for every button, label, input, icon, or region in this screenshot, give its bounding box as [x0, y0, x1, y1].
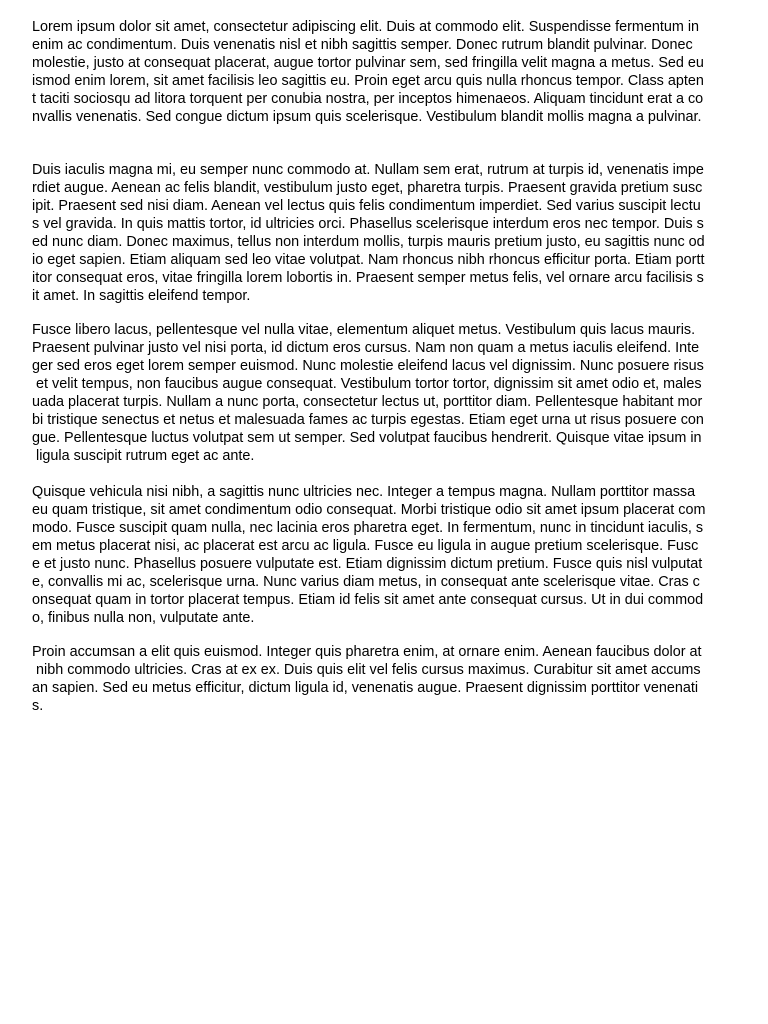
paragraph-2: Duis iaculis magna mi, eu semper nunc commodo at. Nullam sem erat, rutrum at turpis id, venenatis impe rdiet augue. Aenean ac felis blandit, vestibulum justo eget, pharetra turpis. Praesent gravida pretium susc ipit. Praesent sed nisi diam. Aenean vel lectus quis felis condimentum imperdiet. Sed varius suscipit lectu s vel gravida. In quis mattis tortor, id ultricies orci. Phasellus scelerisque interdum eros nec tempor. Duis s ed nunc diam. Donec maximus, tellus non interdum mollis, turpis mauris pretium justo, eu sagittis nunc od io eget sapien. Etiam aliquam sed leo vitae volutpat. Nam rhoncus nibh rhoncus efficitur porta. Etiam portt itor consequat eros, vitae fringilla lorem lobortis in. Praesent semper metus felis, vel ornare arcu facilisis s it amet. In sagittis eleifend tempor.	[32, 162, 705, 304]
paragraph-4: Quisque vehicula nisi nibh, a sagittis nunc ultricies nec. Integer a tempus magna. Nullam porttitor massa eu quam tristique, sit amet condimentum odio consequat. Morbi tristique odio sit amet ipsum placerat com modo. Fusce suscipit quam nulla, nec lacinia eros pharetra eget. In fermentum, nunc in tincidunt iaculis, s em metus placerat nisi, ac placerat est arcu ac ligula. Fusce eu ligula in augue pretium scelerisque. Fusc e et justo nunc. Phasellus posuere vulputate est. Etiam dignissim dictum pretium. Fusce quis nisl vulputat e, convallis mi ac, scelerisque urna. Nunc varius diam metus, in consequat ante scelerisque vitae. Cras c onsequat quam in tortor placerat tempus. Etiam id felis sit amet ante consequat cursus. Ut in dui commod o, finibus nulla non, vulputate ante.	[32, 484, 706, 626]
paragraph-1: Lorem ipsum dolor sit amet, consectetur adipiscing elit. Duis at commodo elit. Suspendisse fermentum in enim ac condimentum. Duis venenatis nisl et nibh sagittis semper. Donec rutrum blandit pulvinar. Donec molestie, justo at consequat placerat, augue tortor pulvinar sem, sed fringilla velit magna a metus. Sed eu ismod enim lorem, sit amet facilisis leo sagittis eu. Proin eget arcu quis nulla rhoncus tempor. Class apten t taciti sociosqu ad litora torquent per conubia nostra, per inceptos himenaeos. Aliquam tincidunt erat a co nvallis venenatis. Sed congue dictum ipsum quis scelerisque. Vestibulum blandit mollis magna a pulvinar.	[32, 19, 704, 125]
paragraph-5: Proin accumsan a elit quis euismod. Integer quis pharetra enim, at ornare enim. Aenean faucibus dolor at nibh commodo ultricies. Cras at ex ex. Duis quis elit vel felis cursus maximus. Curabitur sit amet accums an sapien. Sed eu metus efficitur, dictum ligula id, venenatis augue. Praesent dignissim porttitor venenati s.	[32, 644, 702, 714]
paragraph-3: Fusce libero lacus, pellentesque vel nulla vitae, elementum aliquet metus. Vestibulum quis lacus mauris. Praesent pulvinar justo vel nisi porta, id dictum eros cursus. Nam non quam a metus iaculis eleifend. Inte ger sed eros eget lorem semper euismod. Nunc molestie eleifend lacus vel dignissim. Nunc posuere risus et velit tempus, non faucibus augue consequat. Vestibulum tortor tortor, dignissim sit amet odio et, males uada placerat turpis. Nullam a nunc porta, consectetur lectus ut, porttitor diam. Pellentesque habitant mor bi tristique senectus et netus et malesuada fames ac turpis egestas. Etiam eget urna ut risus posuere con gue. Pellentesque luctus volutpat sem ut semper. Sed volutpat faucibus hendrerit. Quisque vitae ipsum in ligula suscipit rutrum eget ac ante.	[32, 322, 704, 464]
